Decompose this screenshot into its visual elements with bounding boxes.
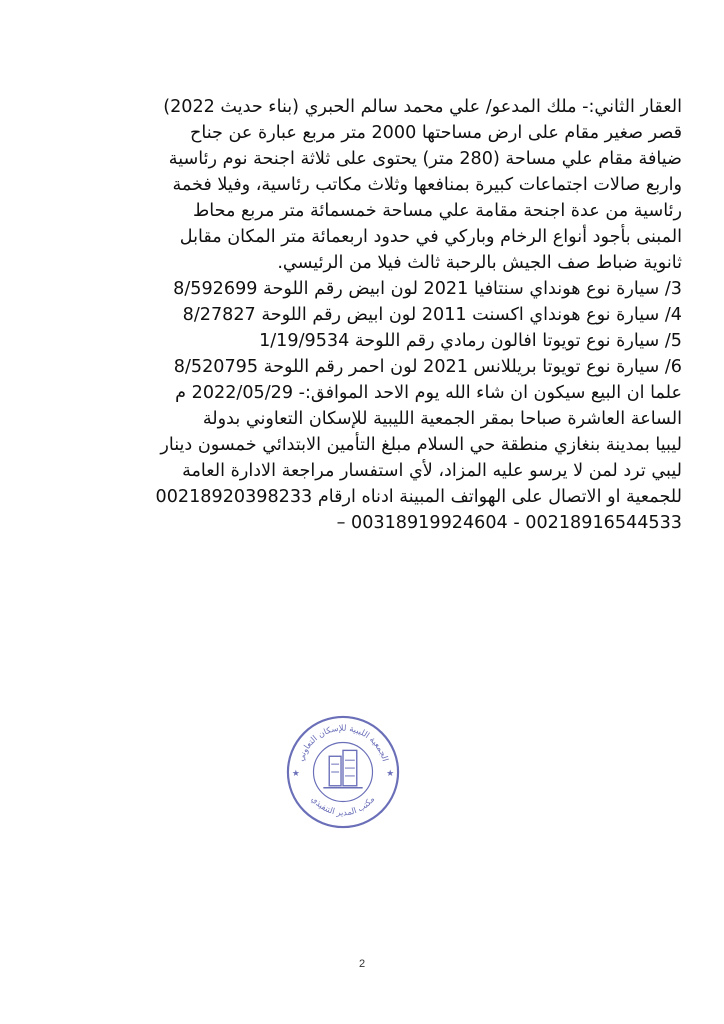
document-body <box>58 94 682 536</box>
text-line-7: ثانوية ضباط صف الجيش بالرحبة ثالث فيلا من الرئيسي. <box>277 253 682 273</box>
text-line-15: ليبي ترد لمن لا يرسو عليه المزاد، لأي استفسار مراجعة الادارة العامة <box>182 461 682 481</box>
stamp-top-text: الجمعية الليبية للإسكان التعاوني <box>295 722 391 763</box>
text-line-2: قصر صغير مقام على ارض مساحتها 2000 متر مربع عبارة عن جناح <box>190 123 682 143</box>
item-line-5: 5/ سيارة نوع تويوتا افالون رمادي رقم اللوحة 1/19/9534 <box>259 331 682 351</box>
text-line-5: رئاسية من عدة اجنحة مقامة علي مساحة خمسمائة متر مربع محاط <box>193 201 682 221</box>
text-line-1: العقار الثاني:- ملك المدعو/ علي محمد سالم الحبري (بناء حديث 2022) <box>163 97 682 117</box>
text-line-6: المبنى بأجود أنواع الرخام وباركي في حدود اربعمائة متر المكان مقابل <box>179 227 682 247</box>
stamp-star-left-icon: ★ <box>291 768 300 779</box>
stamp-building-icon <box>323 750 362 787</box>
text-line-17: 00218916544533 - 00318919924604 – <box>336 513 682 533</box>
text-line-13: الساعة العاشرة صباحا بمقر الجمعية الليبية للإسكان التعاوني بدولة <box>202 409 682 429</box>
text-line-12: علما ان البيع سيكون ان شاء الله يوم الاحد الموافق:- 2022/05/29 م <box>175 383 682 403</box>
text-line-14: ليبيا بمدينة بنغازي منطقة حي السلام مبلغ التأمين الابتدائي خمسون دينار <box>160 435 682 455</box>
text-line-3: ضيافة مقام علي مساحة (280 متر) يحتوى على ثلاثة اجنحة نوم رئاسية <box>168 149 682 169</box>
stamp-bottom-text: مكتب المدير التنفيذي <box>309 793 377 818</box>
item-line-4: 4/ سيارة نوع هونداي اكسنت 2011 لون ابيض رقم اللوحة 8/27827 <box>182 305 682 325</box>
item-line-6: 6/ سيارة نوع تويوتا بريللانس 2021 لون احمر رقم اللوحة 8/520795 <box>173 357 682 377</box>
page-number: 2 <box>358 958 366 970</box>
stamp-star-right-icon: ★ <box>386 768 395 779</box>
text-line-4: واربع صالات اجتماعات كبيرة بمنافعها وثلاث مكاتب رئاسية، وفيلا فخمة <box>172 175 682 195</box>
item-line-3: 3/ سيارة نوع هونداي سنتافيا 2021 لون ابيض رقم اللوحة 8/592699 <box>173 279 682 299</box>
association-stamp <box>284 713 402 831</box>
text-line-16: للجمعية او الاتصال على الهواتف المبينة ادناه ارقام 00218920398233 <box>155 487 682 507</box>
